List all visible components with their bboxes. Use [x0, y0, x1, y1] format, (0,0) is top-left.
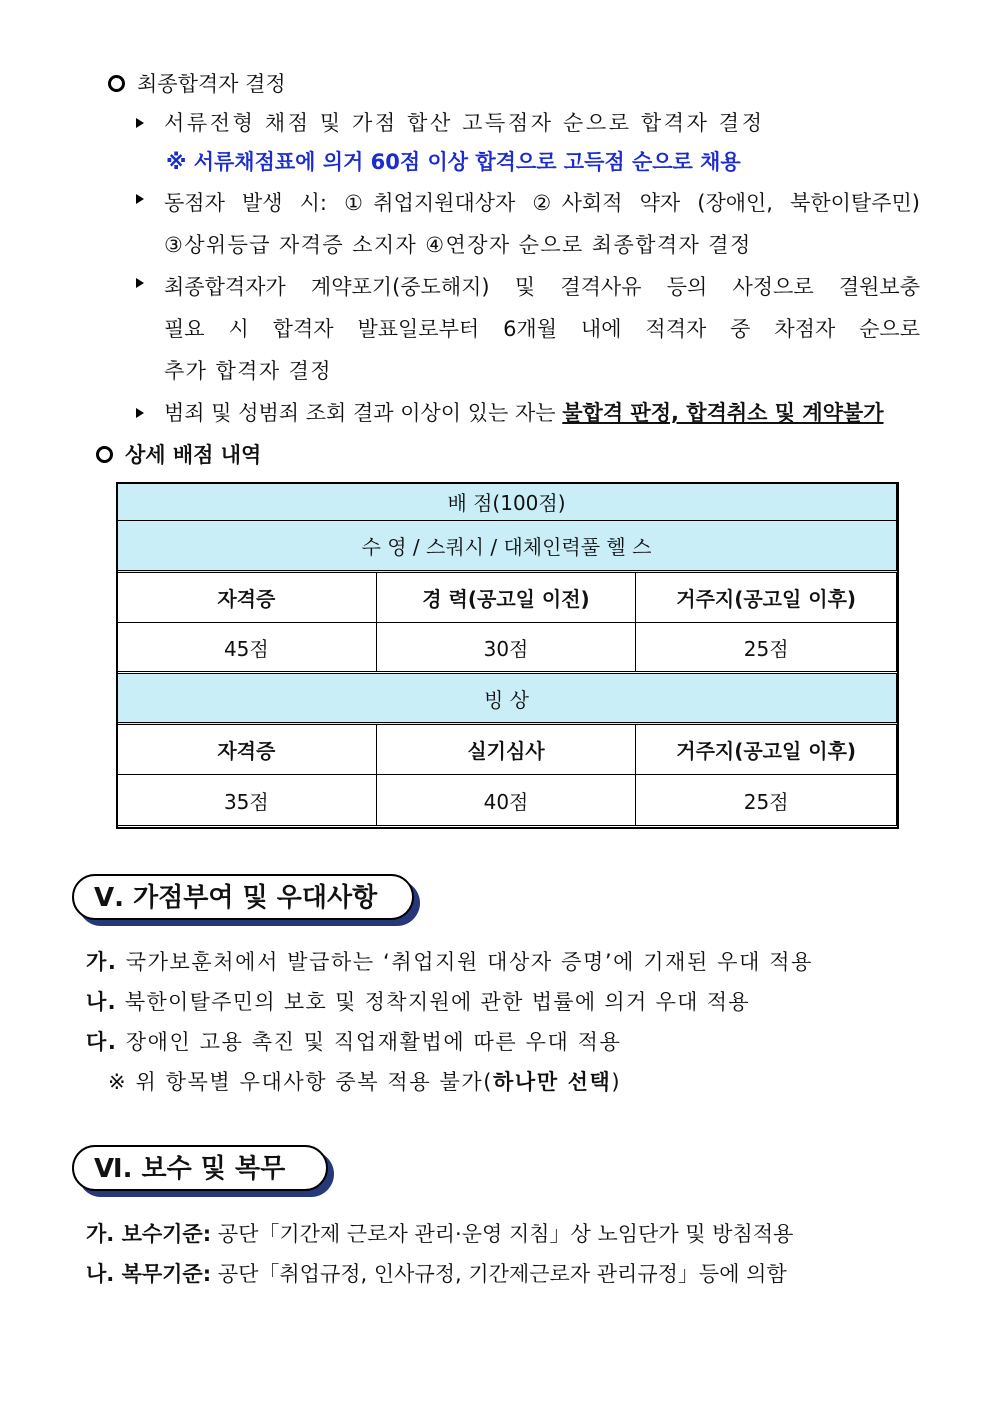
total-score-header: 배 점(100점) — [117, 483, 897, 521]
g2-header-cert: 자격증 — [117, 724, 377, 775]
bullet-3-line-3: 추가 합격자 결정 — [164, 359, 332, 383]
item-label: 나. 복무기준: — [86, 1262, 212, 1286]
sec5-item-b — [86, 986, 750, 1016]
bullet-text: 범죄 및 성범죄 조회 결과 이상이 있는 자는 — [164, 401, 563, 425]
bullet-3-line-1: 최종합격자가 계약포기(중도해지) 및 결격사유 등의 사정으로 결원보충 — [164, 275, 920, 299]
sec6-item-a — [86, 1218, 793, 1248]
section-5-title: Ⅴ. 가점부여 및 우대사항 — [72, 874, 414, 920]
item-label: 다. — [86, 1030, 118, 1054]
final-bullet-1 — [136, 107, 765, 137]
g1-header-residence: 거주지(공고일 이후) — [636, 572, 897, 623]
bullet-3-line-2: 필요 시 합격자 발표일로부터 6개월 내에 적격자 중 차점자 순으로 — [164, 317, 920, 341]
item-label: 가. 보수기준: — [86, 1222, 212, 1246]
item-label: 가. — [86, 950, 118, 974]
item-text: 북한이탈주민의 보호 및 정착지원에 관한 법률에 의거 우대 적용 — [124, 990, 750, 1014]
sec5-item-c — [86, 1026, 621, 1056]
g2-header-practical: 실기심사 — [376, 724, 636, 775]
item-label: 나. — [86, 990, 117, 1014]
g2-header-residence: 거주지(공고일 이후) — [636, 724, 897, 775]
sec6-item-b — [86, 1258, 787, 1288]
circle-bullet-icon — [96, 446, 113, 463]
detail-title: 상세 배점 내역 — [125, 443, 262, 467]
g1-header-cert: 자격증 — [117, 572, 377, 623]
bullet-text: 서류전형 채점 및 가점 합산 고득점자 순으로 합격자 결정 — [164, 111, 765, 135]
triangle-bullet-icon — [136, 278, 144, 288]
g1-value-cert: 45점 — [117, 623, 377, 673]
g2-value-cert: 35점 — [117, 775, 377, 826]
section-6-title: Ⅵ. 보수 및 복무 — [72, 1145, 328, 1191]
group2-header: 빙 상 — [117, 673, 897, 724]
g2-value-residence: 25점 — [636, 775, 897, 826]
bullet-2-line-2: ③상위등급 자격증 소지자 ④연장자 순으로 최종합격자 결정 — [164, 233, 752, 257]
final-bullet-2 — [136, 187, 164, 211]
item-text: 공단「취업규정, 인사규정, 기간제근로자 관리규정」등에 의함 — [217, 1262, 787, 1286]
note-bold: 하나만 선택 — [493, 1070, 612, 1094]
note-text: ※ 위 항목별 우대사항 중복 적용 불가( — [108, 1070, 494, 1094]
triangle-bullet-icon — [136, 194, 144, 204]
final-bullet-4 — [136, 397, 884, 427]
g1-value-residence: 25점 — [636, 623, 897, 673]
sec5-note — [108, 1066, 621, 1096]
detail-heading — [96, 439, 261, 469]
item-text: 장애인 고용 촉진 및 직업재활법에 따른 우대 적용 — [125, 1030, 622, 1054]
item-text: 공단「기간제 근로자 관리·운영 지침」상 노임단가 및 방침적용 — [217, 1222, 794, 1246]
score-note: ※ 서류채점표에 의거 60점 이상 합격으로 고득점 순으로 채용 — [166, 150, 741, 174]
triangle-bullet-icon — [136, 118, 144, 128]
score-table — [116, 482, 897, 826]
final-title: 최종합격자 결정 — [137, 72, 286, 96]
item-text: 국가보훈처에서 발급하는 ‘취업지원 대상자 증명’에 기재된 우대 적용 — [125, 950, 814, 974]
disqualify-text: 불합격 판정, 합격취소 및 계약불가 — [562, 401, 884, 425]
g1-value-career: 30점 — [376, 623, 636, 673]
group1-header: 수 영 / 스쿼시 / 대체인력풀 헬 스 — [117, 521, 897, 572]
final-heading — [108, 68, 286, 98]
g1-header-career: 경 력(공고일 이전) — [376, 572, 636, 623]
g2-value-practical: 40점 — [376, 775, 636, 826]
sec5-item-a — [86, 946, 813, 976]
triangle-bullet-icon — [136, 408, 144, 418]
circle-bullet-icon — [108, 75, 125, 92]
note-end: ) — [611, 1070, 622, 1094]
final-bullet-3 — [136, 271, 164, 295]
bullet-2-line-1: 동점자 발생 시: ①취업지원대상자 ②사회적 약자 (장애인, 북한이탈주민) — [164, 191, 920, 215]
